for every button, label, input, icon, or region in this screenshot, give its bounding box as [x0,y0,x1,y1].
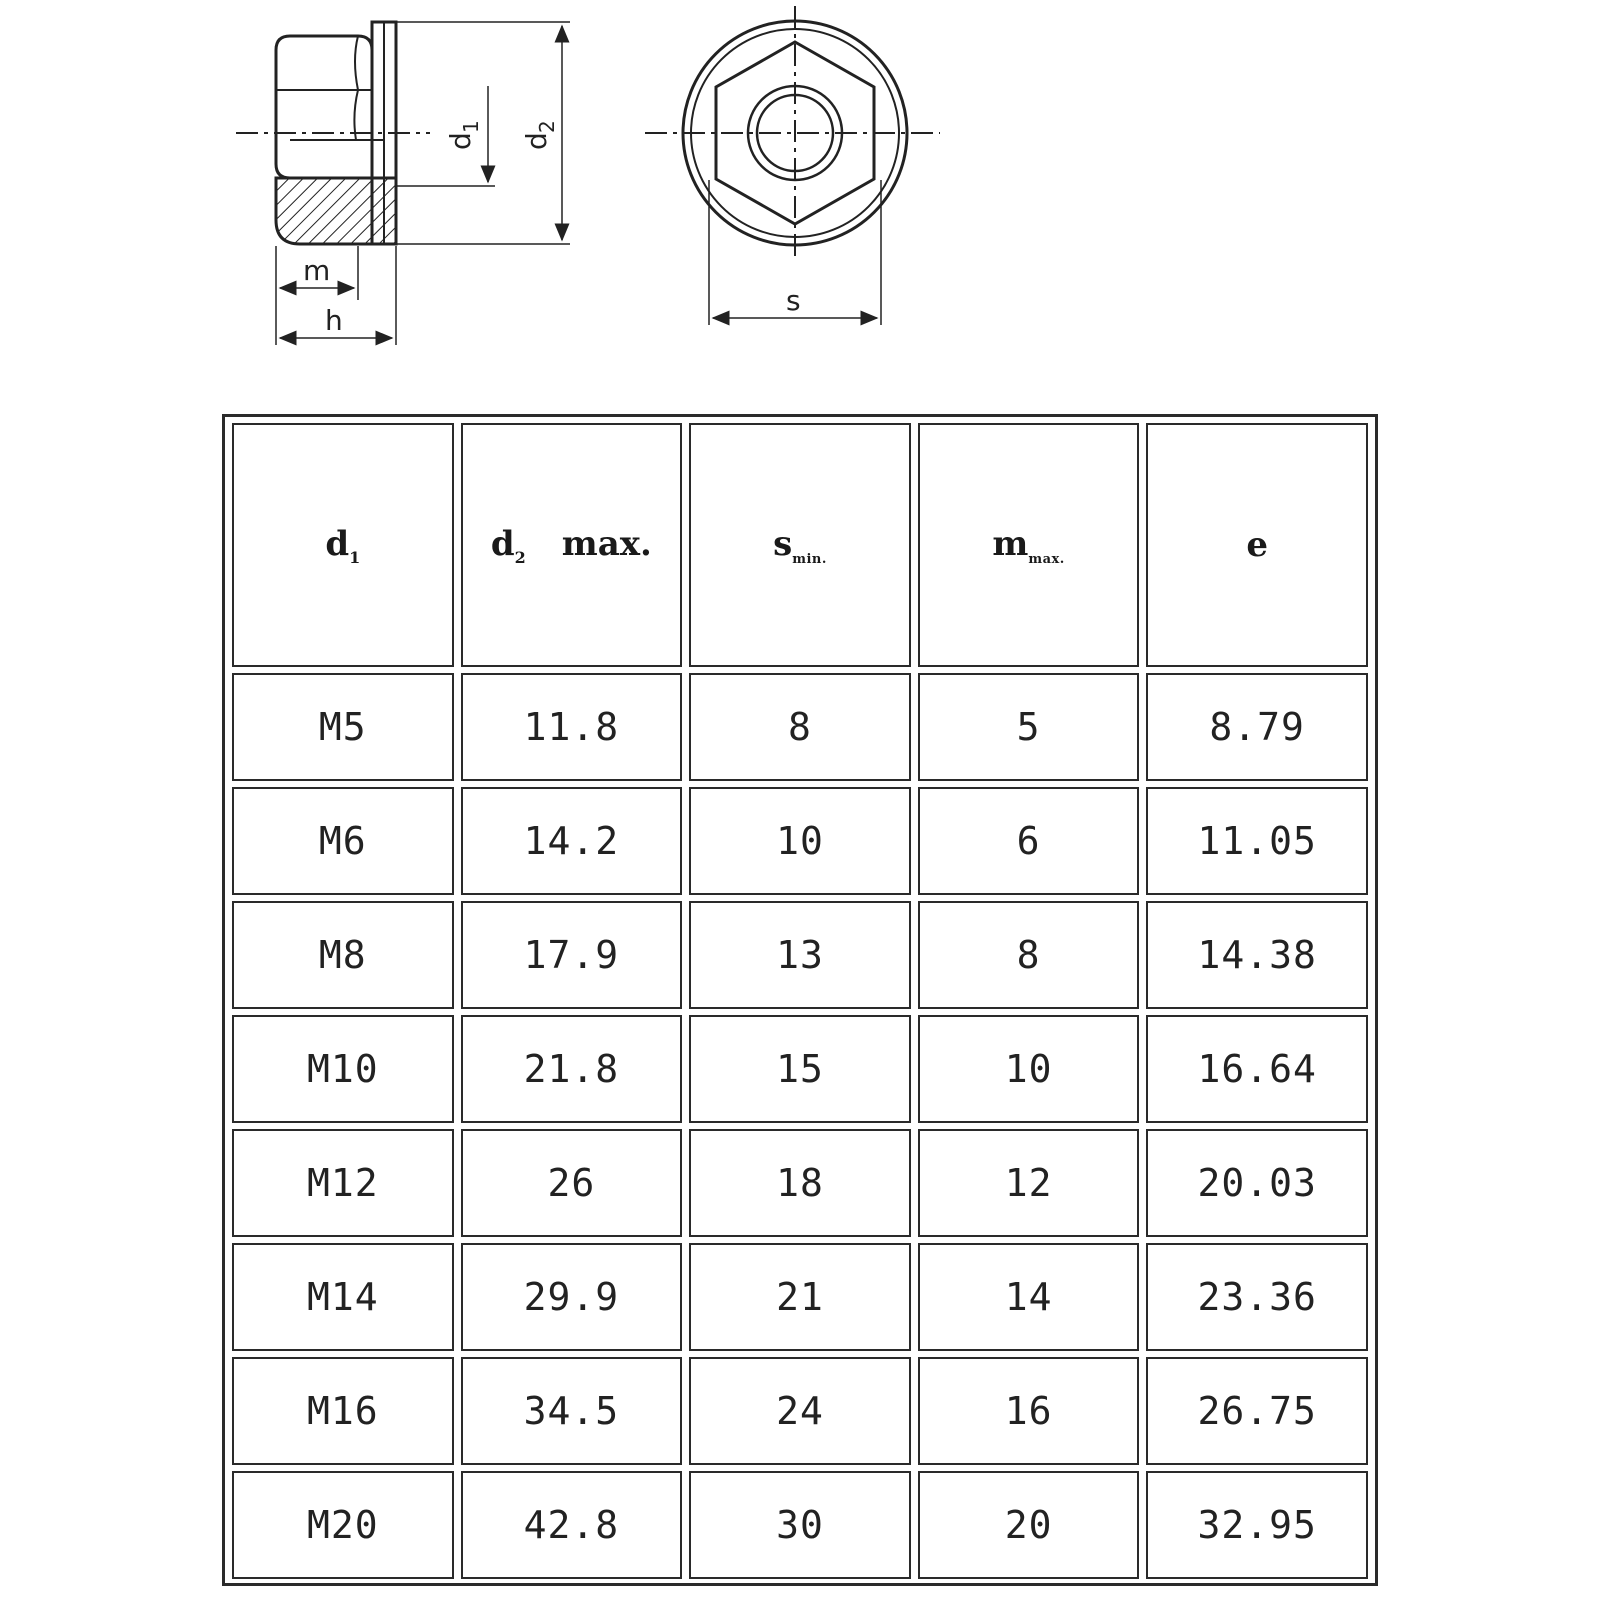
table-row [232,1243,1368,1351]
cell-d1: M6 [232,787,454,895]
cell-d1: M16 [232,1357,454,1465]
cell-m: 5 [918,673,1140,781]
cell-s: 21 [689,1243,911,1351]
svg-text:d: d [444,132,477,150]
table-row [232,1357,1368,1465]
cell-d2: 26 [461,1129,683,1237]
table-row [232,673,1368,781]
table-row [232,901,1368,1009]
cell-e: 32.95 [1146,1471,1368,1579]
header-s-min: $s_{min.}$ [689,423,911,667]
cell-s: 15 [689,1015,911,1123]
cell-s: 13 [689,901,911,1009]
cell-e: 23.36 [1146,1243,1368,1351]
cell-s: 18 [689,1129,911,1237]
cell-d2: 29.9 [461,1243,683,1351]
cell-e: 8.79 [1146,673,1368,781]
technical-drawings [0,0,1600,380]
cell-s: 30 [689,1471,911,1579]
dimension-table [222,414,1378,1586]
cell-s: 24 [689,1357,911,1465]
cell-m: 16 [918,1357,1140,1465]
svg-text:2: 2 [535,120,559,133]
cell-d1: M12 [232,1129,454,1237]
dim-label-h: h [325,304,343,337]
header-m-max: $m_{max.}$ [918,423,1140,667]
cell-d2: 14.2 [461,787,683,895]
cell-d2: 21.8 [461,1015,683,1123]
table-row [232,1015,1368,1123]
table-row [232,1129,1368,1237]
cell-d2: 34.5 [461,1357,683,1465]
cell-m: 10 [918,1015,1140,1123]
header-e: e [1146,423,1368,667]
cell-d2: 17.9 [461,901,683,1009]
cell-m: 12 [918,1129,1140,1237]
cell-d2: 11.8 [461,673,683,781]
cell-m: 6 [918,787,1140,895]
svg-text:d: d [520,132,553,150]
cell-e: 14.38 [1146,901,1368,1009]
table-row [232,1471,1368,1579]
cell-d1: M20 [232,1471,454,1579]
spec-table [225,417,1375,1585]
cell-e: 26.75 [1146,1357,1368,1465]
svg-text:1: 1 [459,120,483,133]
table-row [232,787,1368,895]
side-view [236,22,570,345]
cell-e: 20.03 [1146,1129,1368,1237]
dim-label-d1 [444,120,483,150]
cell-d2: 42.8 [461,1471,683,1579]
cell-s: 8 [689,673,911,781]
cell-m: 14 [918,1243,1140,1351]
cell-d1: M5 [232,673,454,781]
cell-d1: M14 [232,1243,454,1351]
cell-e: 11.05 [1146,787,1368,895]
header-row [232,423,1368,667]
front-view [645,6,940,325]
cell-s: 10 [689,787,911,895]
cell-d1: M10 [232,1015,454,1123]
cell-d1: M8 [232,901,454,1009]
header-d1: $d_1$ [232,423,454,667]
cell-m: 8 [918,901,1140,1009]
dim-label-m: m [303,254,331,287]
header-d2-max: $d_2$ max. [461,423,683,667]
cell-m: 20 [918,1471,1140,1579]
cell-e: 16.64 [1146,1015,1368,1123]
dim-label-s: s [786,284,801,317]
dim-label-d2 [520,120,559,150]
